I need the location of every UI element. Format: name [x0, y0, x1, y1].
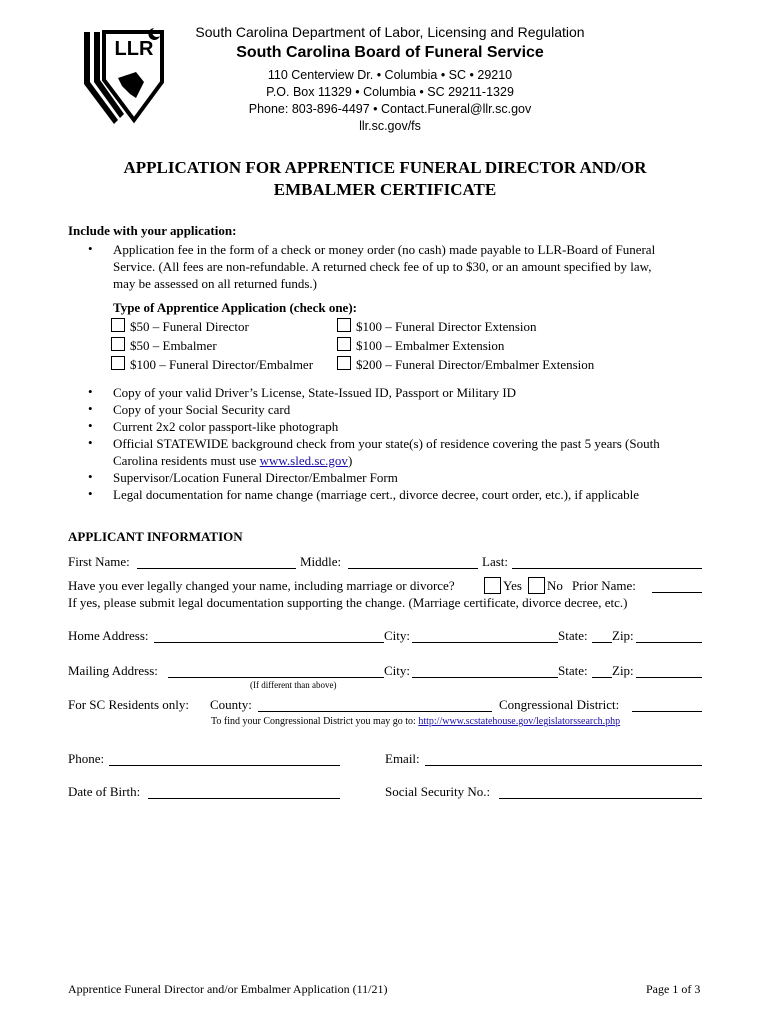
contact-line: Phone: 803-896-4497 • Contact.Funeral@llr.sc.gov: [248, 102, 532, 116]
board-name: South Carolina Board of Funeral Service: [236, 44, 544, 61]
statehouse-link[interactable]: http://www.scstatehouse.gov/legislatorssearch.php: [418, 716, 621, 727]
county-label: County:: [210, 697, 252, 712]
checkbox-emb-50[interactable]: [111, 337, 125, 351]
checkbox-fd-emb-ext-200[interactable]: [337, 356, 351, 370]
email-field[interactable]: [425, 765, 702, 766]
item-id: Copy of your valid Driver’s License, State-Issued ID, Passport or Military ID: [113, 385, 517, 400]
congressional-district-field[interactable]: [632, 711, 702, 712]
address-line-2: P.O. Box 11329 • Columbia • SC 29211-1329: [266, 85, 514, 99]
option-fd-emb-100: $100 – Funeral Director/Embalmer: [130, 357, 314, 372]
home-state-field[interactable]: [592, 642, 612, 643]
prior-name-field[interactable]: [652, 592, 702, 593]
first-name-label: First Name:: [68, 554, 130, 569]
address-line-1: 110 Centerview Dr. • Columbia • SC • 29210: [267, 68, 513, 82]
form-title-line-1: APPLICATION FOR APPRENTICE FUNERAL DIRECTOR AND/OR: [123, 158, 647, 177]
option-fd-emb-ext-200: $200 – Funeral Director/Embalmer Extension: [356, 357, 595, 372]
checkbox-fd-emb-100[interactable]: [111, 356, 125, 370]
home-state-label: State:: [558, 628, 588, 643]
sc-residents-label: For SC Residents only:: [68, 697, 189, 712]
checkbox-emb-ext-100[interactable]: [337, 337, 351, 351]
dob-field[interactable]: [148, 798, 340, 799]
item-background-check: Official STATEWIDE background check from your state(s) of residence covering the past 5 years (South: [113, 436, 660, 451]
item-name-change-docs: Legal documentation for name change (marriage cert., divorce decree, court order, etc.), if applicable: [113, 487, 640, 502]
mailing-address-label: Mailing Address:: [68, 663, 158, 678]
district-note-text: To find your Congressional District you may go to:: [211, 716, 419, 727]
home-address-label: Home Address:: [68, 628, 149, 643]
mailing-zip-field[interactable]: [636, 677, 702, 678]
checkbox-name-change-yes[interactable]: [484, 577, 501, 594]
congressional-district-label: Congressional District:: [499, 697, 620, 712]
footer-form-name: Apprentice Funeral Director and/or Embalmer Application (11/21): [68, 982, 388, 996]
mailing-address-field[interactable]: [168, 677, 384, 678]
bullet: •: [88, 384, 93, 399]
first-name-field[interactable]: [137, 568, 296, 569]
middle-label: Middle:: [300, 554, 342, 569]
no-label: No: [547, 578, 563, 593]
option-emb-50: $50 – Embalmer: [130, 338, 217, 353]
phone-label: Phone:: [68, 751, 105, 766]
checkbox-name-change-no[interactable]: [528, 577, 545, 594]
prior-name-label: Prior Name:: [572, 578, 636, 593]
option-fd-ext-100: $100 – Funeral Director Extension: [356, 319, 537, 334]
last-label: Last:: [482, 554, 508, 569]
mailing-zip-label: Zip:: [612, 663, 634, 678]
home-city-field[interactable]: [412, 642, 558, 643]
form-title-line-2: EMBALMER CERTIFICATE: [273, 180, 497, 199]
fee-line-2: Service. (All fees are non-refundable. A returned check fee of up to $30, or an amount specified by law,: [113, 259, 652, 274]
home-zip-label: Zip:: [612, 628, 634, 643]
fee-line-1: Application fee in the form of a check or money order (no cash) made payable to LLR-Board of Funeral: [113, 242, 656, 257]
background-check-line-2: [113, 452, 352, 469]
checkbox-fd-50[interactable]: [111, 318, 125, 332]
ssn-field[interactable]: [499, 798, 702, 799]
dept-name: South Carolina Department of Labor, Licensing and Regulation: [195, 24, 585, 40]
mailing-city-label: City:: [384, 663, 411, 678]
item-supervisor-form: Supervisor/Location Funeral Director/Embalmer Form: [113, 470, 398, 485]
last-name-field[interactable]: [512, 568, 702, 569]
website: llr.sc.gov/fs: [359, 119, 421, 133]
include-heading: Include with your application:: [68, 223, 237, 238]
home-address-field[interactable]: [154, 642, 384, 643]
bullet: •: [88, 418, 93, 433]
district-note: [211, 716, 620, 727]
phone-field[interactable]: [109, 765, 340, 766]
bullet: •: [88, 241, 93, 256]
bullet: •: [88, 435, 93, 450]
type-heading: Type of Apprentice Application (check one):: [113, 300, 357, 315]
mailing-state-field[interactable]: [592, 677, 612, 678]
home-zip-field[interactable]: [636, 642, 702, 643]
sled-link[interactable]: www.sled.sc.gov: [259, 453, 348, 468]
option-emb-ext-100: $100 – Embalmer Extension: [356, 338, 505, 353]
dob-label: Date of Birth:: [68, 784, 141, 799]
yes-label: Yes: [503, 578, 522, 593]
county-field[interactable]: [258, 711, 492, 712]
bullet: •: [88, 486, 93, 501]
name-change-question: Have you ever legally changed your name, including marriage or divorce?: [68, 578, 455, 593]
ssn-label: Social Security No.:: [385, 784, 491, 799]
home-city-label: City:: [384, 628, 411, 643]
logo-text: LLR: [114, 38, 154, 60]
fee-line-3: may be assessed on all returned funds.): [113, 276, 317, 291]
item-photo: Current 2x2 color passport-like photograph: [113, 419, 339, 434]
bg-suffix: ): [347, 453, 353, 468]
bullet: •: [88, 401, 93, 416]
middle-name-field[interactable]: [348, 568, 478, 569]
option-fd-50: $50 – Funeral Director: [130, 319, 249, 334]
mailing-state-label: State:: [558, 663, 588, 678]
mailing-city-field[interactable]: [412, 677, 558, 678]
item-ssc: Copy of your Social Security card: [113, 402, 291, 417]
bg-prefix: Carolina residents must use: [113, 453, 260, 468]
if-different-note: (If different than above): [250, 680, 337, 690]
checkbox-fd-ext-100[interactable]: [337, 318, 351, 332]
applicant-heading: APPLICANT INFORMATION: [68, 529, 243, 544]
bullet: •: [88, 469, 93, 484]
name-change-note: If yes, please submit legal documentation supporting the change. (Marriage certificate, divorce decree, etc.): [68, 595, 628, 610]
footer-page-number: Page 1 of 3: [646, 982, 701, 996]
email-label: Email:: [385, 751, 420, 766]
